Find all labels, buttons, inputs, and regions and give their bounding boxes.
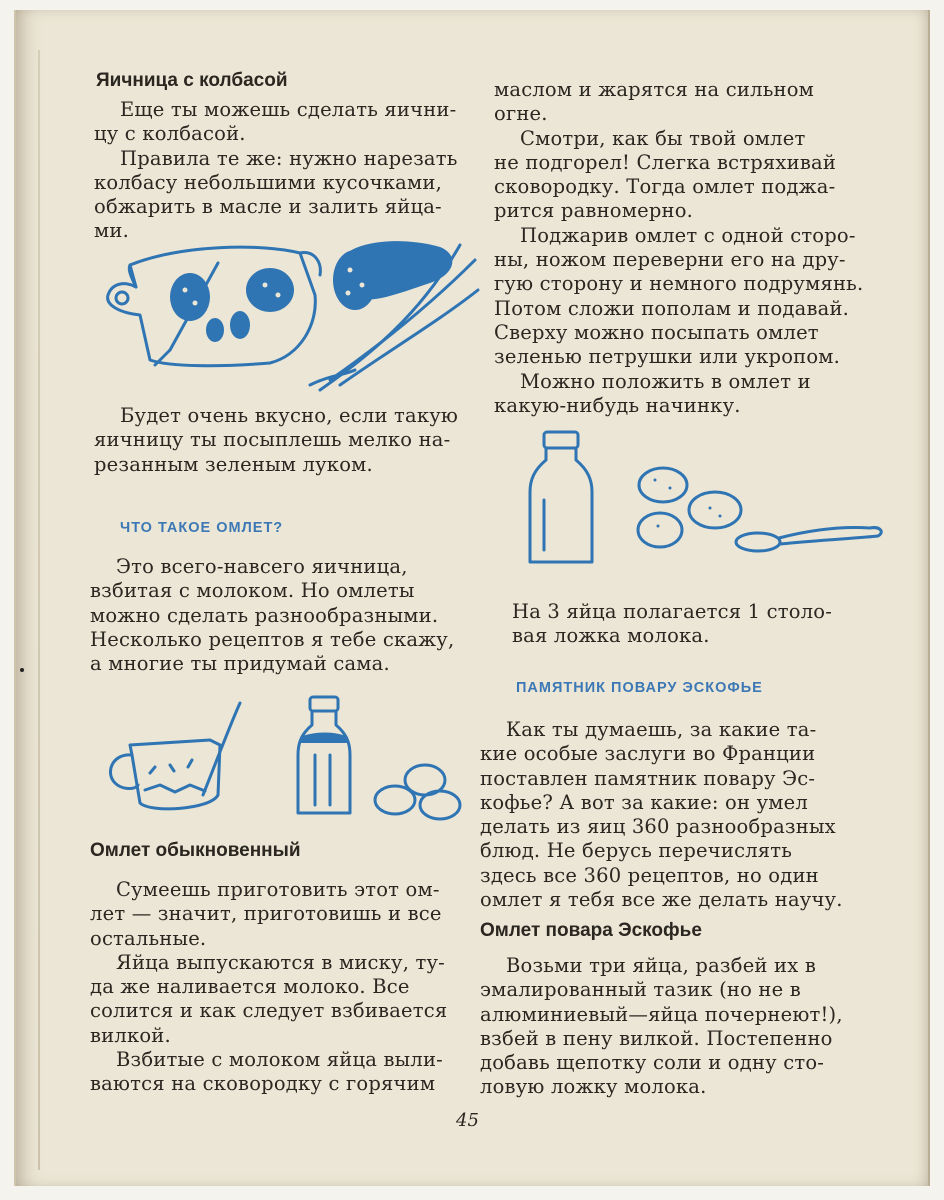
line: Как ты думаешь, за какие та- [506, 718, 817, 741]
paragraph-1 [94, 98, 468, 244]
eggs-icon [375, 765, 460, 819]
line: Возьми три яйца, разбей их в [506, 954, 817, 977]
line: обжарить в масле и залить яйца- [94, 195, 442, 219]
jug-bottle-eggs-illustration [100, 695, 470, 825]
heading-fried-eggs-sausage: Яичница с колбасой [96, 70, 288, 91]
heading-ordinary-omelet: Омлет обыкновенный [90, 840, 301, 861]
line: можно сделать разнообразными. [90, 603, 439, 627]
heading-escoffier-omelet: Омлет повара Эскофье [480, 920, 702, 941]
line: Это всего-навсего яичница, [116, 555, 408, 578]
line: не подгорел! Слегка встряхивай [494, 150, 837, 174]
line: взбей в пену вилкой. Постепенно [480, 1026, 833, 1050]
spoon-icon [736, 527, 881, 551]
scan-speck [20, 668, 24, 672]
line: взбитая с молоком. Но омлеты [90, 579, 415, 603]
line: зеленью петрушки или укропом. [494, 345, 841, 369]
line: лет — значит, приготовишь и все [90, 902, 442, 926]
sausage-slices-icon [170, 268, 294, 342]
heading-what-is-omelet: ЧТО ТАКОЕ ОМЛЕТ? [120, 520, 284, 536]
line: поставлен памятник повару Эс- [480, 766, 816, 790]
page-number: 45 [456, 1110, 479, 1131]
line: колбасу небольшими кусочками, [94, 170, 442, 194]
line: цу с колбасой. [94, 122, 246, 146]
line: а многие ты придумай сама. [90, 652, 390, 676]
line: эмалированный тазик (но не в [480, 978, 801, 1002]
line: здесь все 360 рецептов, но один [480, 863, 819, 887]
line: Можно положить в омлет и [520, 369, 811, 393]
cutting-board-illustration [100, 235, 480, 395]
line: Поджарив омлет с одной сторо- [520, 223, 856, 247]
line: На 3 яйца полагается 1 столо- [512, 600, 833, 623]
line: ми. [94, 219, 129, 243]
line: алюминиевый—яйца почернеют!), [480, 1002, 843, 1026]
line: остальные. [90, 926, 207, 950]
line: Будет очень вкусно, если такую [120, 404, 459, 427]
line: Несколько рецептов я тебе скажу, [90, 627, 455, 651]
milk-bottle-icon [530, 432, 592, 562]
eggs-icon [638, 468, 741, 547]
line: солится и как следует взбивается [90, 999, 448, 1023]
line: блюд. Не берусь перечислять [480, 839, 793, 863]
line: Еще ты можешь сделать яични- [120, 98, 457, 121]
line: какую-нибудь начинку. [494, 393, 741, 417]
heading-escoffier-monument: ПАМЯТНИК ПОВАРУ ЭСКОФЬЕ [516, 680, 763, 696]
milk-bottle-icon [298, 697, 350, 813]
caption-milk-ratio [512, 600, 864, 649]
paragraph-ordinary-omelet [90, 878, 462, 1097]
line: Сверху можно посыпать омлет [494, 320, 819, 344]
paragraph-escoffier [480, 718, 860, 912]
line: Правила те же: нужно нарезать [120, 146, 458, 170]
line: омлет я тебя все же делать научу. [480, 888, 843, 912]
bottle-eggs-spoon-illustration [520, 430, 890, 570]
paragraph-right-continuation [494, 78, 866, 418]
line: ваются на сковородку с горячим [90, 1072, 436, 1096]
cutting-board-icon [108, 247, 321, 366]
line: кофье? А вот за какие: он умел [480, 790, 808, 814]
paragraph-escoffier-omelet [480, 954, 860, 1100]
line: кие особые заслуги во Франции [480, 742, 816, 766]
line: вая ложка молока. [512, 624, 710, 648]
line: гую сторону и немного подрумянь. [494, 272, 864, 296]
line: сковородку. Тогда омлет поджа- [494, 175, 836, 199]
jug-icon [110, 740, 220, 809]
line: Потом сложи пополам и подавай. [494, 296, 850, 320]
line: Сумеешь приготовить этот ом- [116, 878, 440, 901]
line: добавь щепотку соли и одну сто- [480, 1051, 825, 1075]
line: Смотри, как бы твой омлет [520, 126, 806, 150]
paragraph-omelet-intro [90, 555, 462, 676]
line: огне. [494, 102, 548, 126]
fork-icon [203, 703, 240, 795]
line: резанным зеленым луком. [94, 452, 373, 476]
line: ловую ложку молока. [480, 1075, 707, 1099]
line: да же наливается молоко. Все [90, 975, 410, 999]
gutter-shadow [38, 50, 40, 1170]
line: Взбитые с молоком яйца выли- [116, 1048, 443, 1072]
line: ны, ножом переверни его на дру- [494, 248, 846, 272]
line: вилкой. [90, 1023, 171, 1047]
line: яичницу ты посыплешь мелко на- [94, 428, 451, 452]
line: маслом и жарятся на сильном [494, 78, 815, 101]
line: рится равномерно. [494, 199, 694, 223]
paragraph-after-image [94, 404, 468, 477]
line: Яйца выпускаются в миску, ту- [116, 950, 445, 974]
line: делать из яиц 360 разнообразных [480, 815, 836, 839]
